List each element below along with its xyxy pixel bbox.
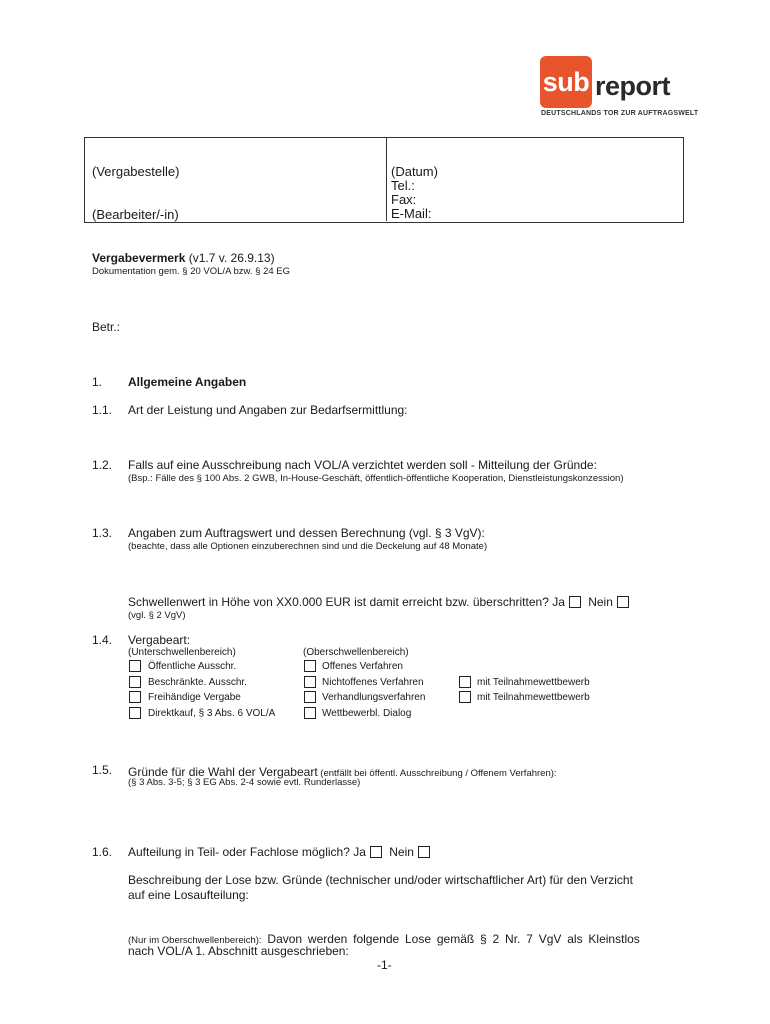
- header-table-divider: [386, 137, 387, 221]
- section-1-2-text: Falls auf eine Ausschreibung nach VOL/A verzichtet werden soll - Mitteilung der Gründe:: [128, 458, 597, 472]
- lose-nein-label: Nein: [389, 845, 414, 859]
- logo-mark: sub: [540, 56, 592, 108]
- teilnahme-label: mit Teilnahmewettbewerb: [477, 692, 590, 703]
- title-subtitle: Dokumentation gem. § 20 VOL/A bzw. § 24 EG: [92, 266, 291, 277]
- schwellenwert-nein-label: Nein: [588, 595, 613, 609]
- kleinstlos-note: (Nur im Oberschwellenbereich):: [128, 935, 262, 946]
- logo-wordmark-text: report: [595, 71, 671, 101]
- teilnahme-checkbox[interactable]: [459, 691, 471, 703]
- section-1-2-number: 1.2.: [92, 458, 113, 472]
- datum-label: (Datum): [391, 164, 438, 179]
- kleinstlos-text: Davon werden folgende Lose gemäß § 2 Nr. 7 VgV als Kleinstlos: [261, 932, 640, 946]
- section-1-6-number: 1.6.: [92, 845, 113, 859]
- lose-nein-checkbox[interactable]: [418, 846, 430, 858]
- section-1-5-number: 1.5.: [92, 763, 113, 777]
- email-label: E-Mail:: [391, 206, 432, 221]
- bearbeiter-label: (Bearbeiter/-in): [92, 207, 179, 222]
- section-1-3-text: Angaben zum Auftragswert und dessen Berechnung (vgl. § 3 VgV):: [128, 526, 485, 540]
- teilnahme-label: mit Teilnahmewettbewerb: [477, 677, 590, 688]
- kleinstlos-text-line2: nach VOL/A 1. Abschnitt ausgeschrieben:: [128, 944, 349, 958]
- ober-option-checkbox[interactable]: [304, 691, 316, 703]
- fax-label: Fax:: [391, 192, 417, 207]
- logo-wordmark: [595, 71, 670, 102]
- page-number: -1-: [377, 958, 392, 972]
- schwellenwert-text: Schwellenwert in Höhe von XX0.000 EUR ist damit erreicht bzw. überschritten? Ja: [128, 595, 565, 609]
- unterschwelle-heading: (Unterschwellenbereich): [128, 647, 236, 658]
- section-1-1-number: 1.1.: [92, 403, 113, 417]
- lose-ja-checkbox[interactable]: [370, 846, 382, 858]
- section-1-1-text: Art der Leistung und Angaben zur Bedarfsermittlung:: [128, 403, 408, 417]
- section-1-6-question: [128, 845, 430, 859]
- section-1-5-inline-note: (entfällt bei öffentl. Ausschreibung / Offenem Verfahren):: [317, 768, 557, 779]
- ober-option-label: Verhandlungsverfahren: [322, 692, 426, 703]
- unter-option-checkbox[interactable]: [129, 707, 141, 719]
- teilnahme-checkbox[interactable]: [459, 676, 471, 688]
- oberschwelle-heading: (Oberschwellenbereich): [303, 647, 409, 658]
- section-1-6-text: Aufteilung in Teil- oder Fachlose möglich? Ja: [128, 845, 366, 859]
- document-title: [92, 251, 275, 265]
- lose-description-line2: auf eine Losaufteilung:: [128, 888, 249, 902]
- title-bold: Vergabevermerk: [92, 251, 186, 265]
- section-1-4-text: Vergabeart:: [128, 633, 191, 647]
- ober-option-label: Offenes Verfahren: [322, 661, 403, 672]
- unter-option-label: Beschränkte. Ausschr.: [148, 677, 247, 688]
- schwellenwert-question: [128, 595, 629, 609]
- ober-option-label: Wettbewerbl. Dialog: [322, 708, 412, 719]
- unter-option-checkbox[interactable]: [129, 660, 141, 672]
- tel-label: Tel.:: [391, 178, 415, 193]
- schwellenwert-nein-checkbox[interactable]: [617, 596, 629, 608]
- betreff-label: Betr.:: [92, 320, 121, 334]
- ober-option-checkbox[interactable]: [304, 676, 316, 688]
- unter-option-label: Öffentliche Ausschr.: [148, 661, 237, 672]
- schwellenwert-note: (vgl. § 2 VgV): [128, 610, 186, 621]
- section-1-4-number: 1.4.: [92, 633, 113, 647]
- section-1-3-number: 1.3.: [92, 526, 113, 540]
- vergabestelle-label: (Vergabestelle): [92, 164, 180, 179]
- section-1-title: Allgemeine Angaben: [128, 375, 247, 389]
- ober-option-checkbox[interactable]: [304, 707, 316, 719]
- ober-option-label: Nichtoffenes Verfahren: [322, 677, 424, 688]
- schwellenwert-ja-checkbox[interactable]: [569, 596, 581, 608]
- lose-description-line1: Beschreibung der Lose bzw. Gründe (technischer und/oder wirtschaftlicher Art) für den Verzicht: [128, 873, 633, 887]
- section-1-2-note: (Bsp.: Fälle des § 100 Abs. 2 GWB, In-House-Geschäft, öffentlich-öffentliche Kooperation, Dienstleistungskonzession): [128, 473, 624, 484]
- unter-option-label: Freihändige Vergabe: [148, 692, 241, 703]
- section-1-5-note: (§ 3 Abs. 3-5; § 3 EG Abs. 2-4 sowie evtl. Runderlasse): [128, 777, 361, 788]
- unter-option-checkbox[interactable]: [129, 676, 141, 688]
- section-1-number: 1.: [92, 375, 103, 389]
- section-1-5-text: Gründe für die Wahl der Vergabeart: [128, 765, 318, 779]
- logo-tagline: DEUTSCHLANDS TOR ZUR AUFTRAGSWELT: [541, 110, 699, 117]
- section-1-3-note: (beachte, dass alle Optionen einzuberechnen sind und die Deckelung auf 48 Monate): [128, 541, 488, 552]
- ober-option-checkbox[interactable]: [304, 660, 316, 672]
- unter-option-checkbox[interactable]: [129, 691, 141, 703]
- unter-option-label: Direktkauf, § 3 Abs. 6 VOL/A: [148, 708, 276, 719]
- title-version: (v1.7 v. 26.9.13): [185, 251, 275, 265]
